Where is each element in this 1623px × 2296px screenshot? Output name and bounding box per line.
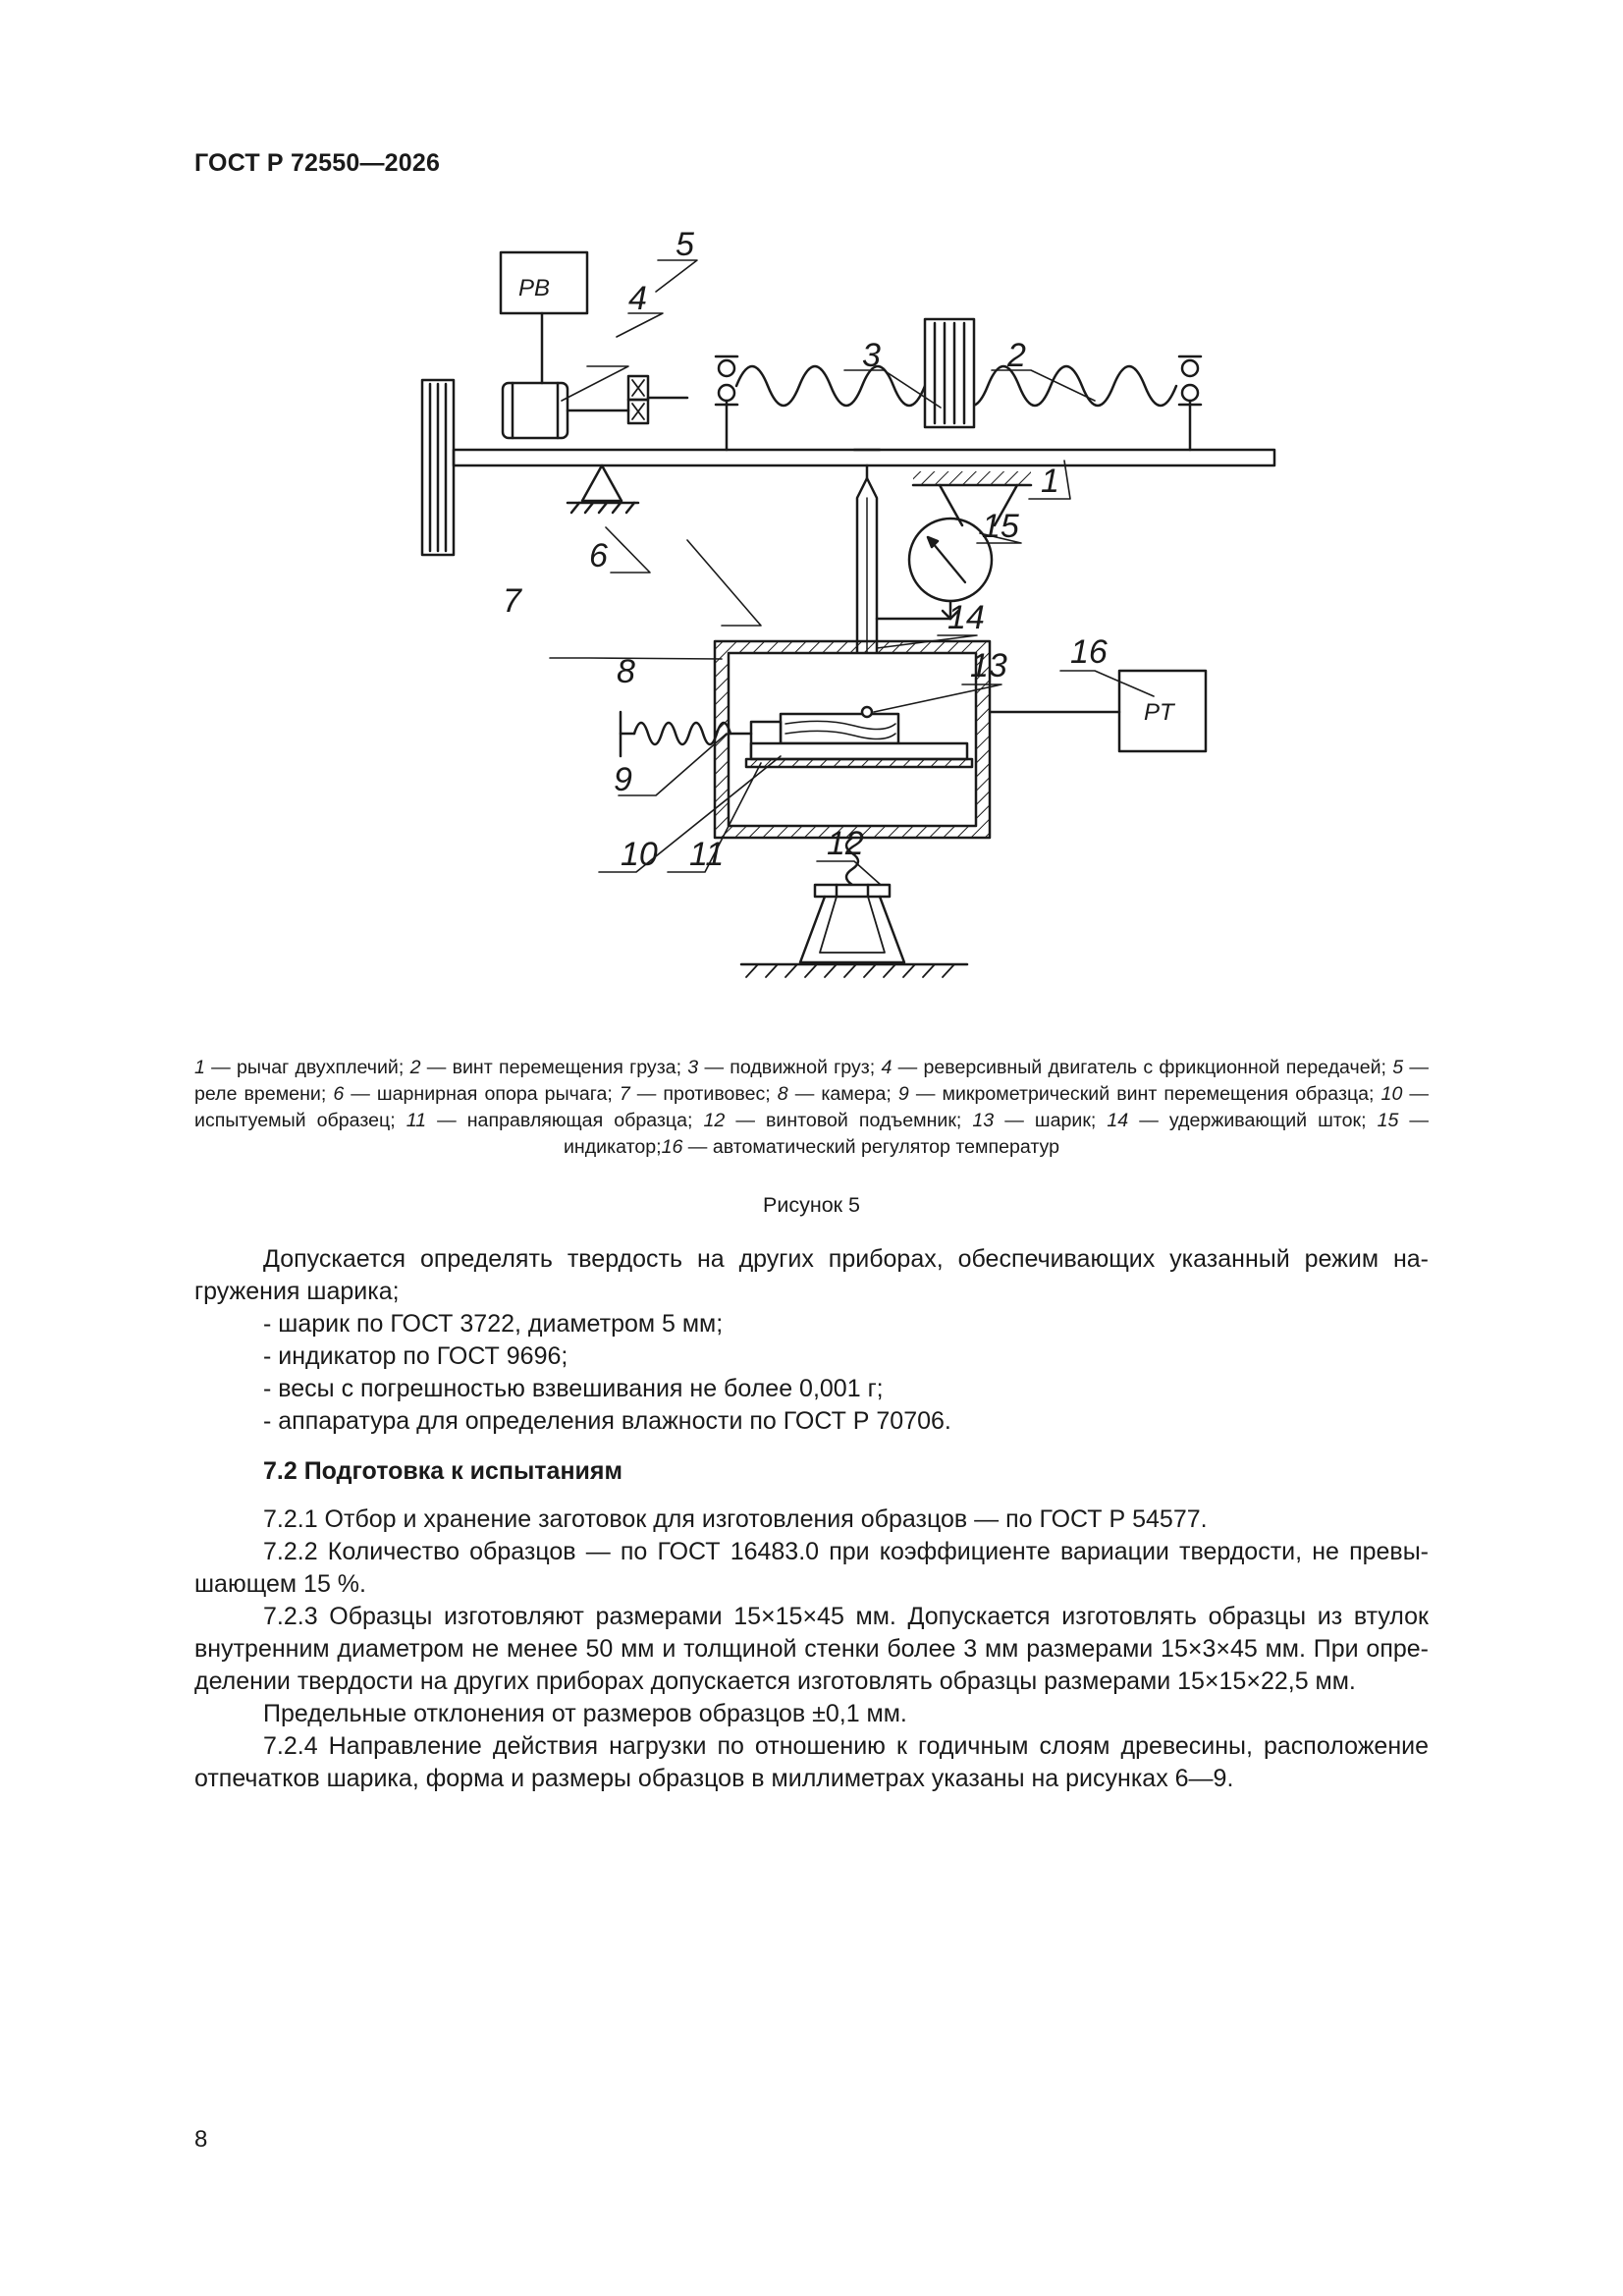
legend-item: 2 — винт перемещения груза; <box>409 1057 688 1078</box>
counterweight <box>422 380 454 555</box>
figure-caption: Рисунок 5 <box>762 1193 861 1217</box>
hardness-tester-schematic <box>393 221 1325 1026</box>
temperature-regulator-label: PT <box>1144 699 1174 726</box>
paragraph: 7.2.3 Образцы изготовляют размерами 15×15×45 мм. Допускается изготовлять образцы из втулок внутренним диаметром не менее 50 мм и толщиной стенки более 3 мм размерами 15×3×45 мм. При определении твердости на других приборах допускается изготовлять образцы размерами 15×15×22,5 мм. <box>194 1603 1429 1695</box>
legend-item: 3 — подвижной груз; <box>687 1057 882 1078</box>
part-number-3: 3 <box>862 337 881 374</box>
legend-item: 9 — микрометрический винт перемещения образца; <box>897 1083 1381 1105</box>
legend-item: 7 — противовес; <box>619 1083 778 1105</box>
legend-item: 16 — автоматический регулятор температур <box>661 1136 1060 1158</box>
legend-item: 11 — направляющая образца; <box>406 1110 704 1131</box>
double-arm-lever <box>454 450 1274 465</box>
legend-item: 6 — шарнирная опора рычага; <box>333 1083 620 1105</box>
reversible-motor <box>503 376 687 438</box>
legend-item: 13 — шарик; <box>972 1110 1108 1131</box>
page-number: 8 <box>194 2126 208 2153</box>
legend-item: 4 — реверсивный двигатель с фрикционной передачей; <box>881 1057 1393 1078</box>
part-number-8: 8 <box>617 653 635 690</box>
legend-item: 1 — рычаг двухплечий; <box>194 1057 410 1078</box>
part-number-7: 7 <box>503 582 521 620</box>
part-number-16: 16 <box>1070 633 1108 671</box>
screw-bearing-left <box>716 356 737 450</box>
time-relay-label: PB <box>518 275 551 301</box>
part-number-9: 9 <box>614 761 632 798</box>
part-number-2: 2 <box>1007 337 1026 374</box>
figure-legend <box>194 1055 1429 1161</box>
list-item: - аппаратура для определения влажности по ГОСТ Р 70706. <box>263 1407 951 1435</box>
part-number-10: 10 <box>621 836 658 873</box>
screw-bearing-right <box>1179 356 1201 450</box>
paragraph: 7.2.2 Количество образцов — по ГОСТ 16483.0 при коэффициенте вариации твердости, не превышающем 15 %. <box>194 1538 1429 1598</box>
legend-item: 8 — камера; <box>777 1083 898 1105</box>
document-header: ГОСТ Р 72550—2026 <box>194 149 441 177</box>
part-number-5: 5 <box>676 226 694 263</box>
part-number-11: 11 <box>689 836 725 873</box>
legend-item: 12 — винтовой подъемник; <box>703 1110 973 1131</box>
list-item: - шарик по ГОСТ 3722, диаметром 5 мм; <box>263 1310 724 1338</box>
part-number-1: 1 <box>1041 463 1059 500</box>
part-number-4: 4 <box>628 280 647 317</box>
list-item: - весы с погрешностью взвешивания не более 0,001 г; <box>263 1375 884 1402</box>
figure-5-diagram <box>393 221 1325 1026</box>
legend-item: 15 — индикатор; <box>563 1110 1430 1158</box>
part-number-15: 15 <box>982 508 1019 545</box>
legend-item: 14 — удерживающий шток; <box>1107 1110 1378 1131</box>
movable-load <box>925 319 974 427</box>
part-number-14: 14 <box>947 599 985 636</box>
part-number-13: 13 <box>970 647 1007 684</box>
legend-item: 10 — испытуемый образец; <box>194 1083 1429 1131</box>
paragraph: 7.2.4 Направление действия нагрузки по отношению к годичным слоям древесины, расположение отпечатков шарика, форма и размеры образцов в миллиметрах указаны на рисунках 6—9. <box>194 1732 1429 1792</box>
body-text <box>194 1243 1429 1795</box>
part-number-12: 12 <box>827 825 864 862</box>
paragraph: Допускается определять твердость на других приборах, обеспечивающих указанный режим нагружения шарика; <box>194 1245 1429 1305</box>
part-number-6: 6 <box>589 537 608 574</box>
section-title: 7.2 Подготовка к испытаниям <box>263 1457 623 1485</box>
paragraph: Предельные отклонения от размеров образцов ±0,1 мм. <box>263 1700 907 1727</box>
list-item: - индикатор по ГОСТ 9696; <box>263 1342 568 1370</box>
legend-item: 5 — реле времени; <box>194 1057 1430 1105</box>
paragraph: 7.2.1 Отбор и хранение заготовок для изготовления образцов — по ГОСТ Р 54577. <box>263 1505 1208 1533</box>
pivot-support <box>568 465 638 513</box>
